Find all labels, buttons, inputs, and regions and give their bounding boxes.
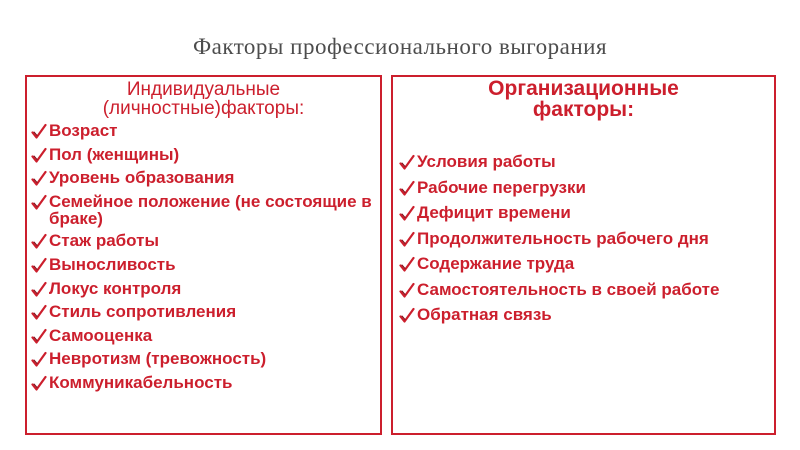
list-item [31,232,380,250]
list-item [31,193,380,227]
checkmark-icon [399,180,415,197]
list-item-label: Самооценка [49,325,153,345]
checkmark-icon [31,304,47,321]
individual-factors-heading [27,80,380,118]
slide-title: Факторы профессионального выгорания [192,34,608,59]
list-item-label: Выносливость [49,254,176,274]
heading-line-2: (личностные)факторы: [102,98,305,119]
list-item-label: Стаж работы [49,231,159,251]
list-item-label: Самостоятельность в своей работе [417,279,720,299]
list-item [31,303,380,321]
checkmark-icon [31,123,47,140]
list-item [31,169,380,187]
list-item-label: Условия работы [417,152,556,171]
heading-line-2: факторы: [532,98,635,121]
list-item [31,350,380,368]
heading-line-1: Индивидуальные [126,79,281,100]
list-item-label: Уровень образования [49,168,235,188]
checkmark-icon [31,170,47,187]
list-item-label: Дефицит времени [417,203,571,222]
list-item [31,256,380,274]
list-item [31,374,380,392]
checkmark-icon [399,282,415,299]
individual-factors-list [27,122,380,392]
list-item-label: Пол (женщины) [49,144,180,164]
list-item [31,146,380,164]
list-item [399,230,774,248]
checkmark-icon [31,328,47,345]
checkmark-icon [31,351,47,368]
list-item-label: Локус контроля [49,278,182,298]
list-item [399,255,774,273]
list-item-label: Коммуникабельность [49,372,233,392]
checkmark-icon [399,231,415,248]
checkmark-icon [399,154,415,171]
checkmark-icon [399,307,415,324]
list-item-label: Содержание труда [417,254,575,273]
checkmark-icon [31,194,47,211]
list-item [399,204,774,222]
list-item-label: Рабочие перегрузки [417,177,586,197]
organizational-factors-heading [393,78,774,120]
list-item [399,153,774,171]
list-item-label: Возраст [49,121,118,140]
checkmark-icon [31,147,47,164]
list-item-label: Обратная связь [417,305,552,324]
individual-factors-panel [25,75,382,435]
list-item [31,280,380,298]
checkmark-icon [31,281,47,298]
list-item [31,122,380,140]
list-item-label: Продолжительность рабочего дня [417,228,709,248]
organizational-factors-list [393,153,774,324]
list-item-label: Невротизм (тревожность) [49,349,267,369]
list-item-label: Стиль сопротивления [49,302,237,322]
list-item [31,327,380,345]
checkmark-icon [399,205,415,222]
checkmark-icon [31,257,47,274]
checkmark-icon [399,256,415,273]
list-item [399,306,774,324]
list-item [399,281,774,299]
organizational-factors-panel [391,75,776,435]
heading-line-1: Организационные [488,77,679,100]
checkmark-icon [31,375,47,392]
list-item-label: Семейное положение (не состоящие в браке) [49,191,372,228]
list-item [399,179,774,197]
checkmark-icon [31,233,47,250]
